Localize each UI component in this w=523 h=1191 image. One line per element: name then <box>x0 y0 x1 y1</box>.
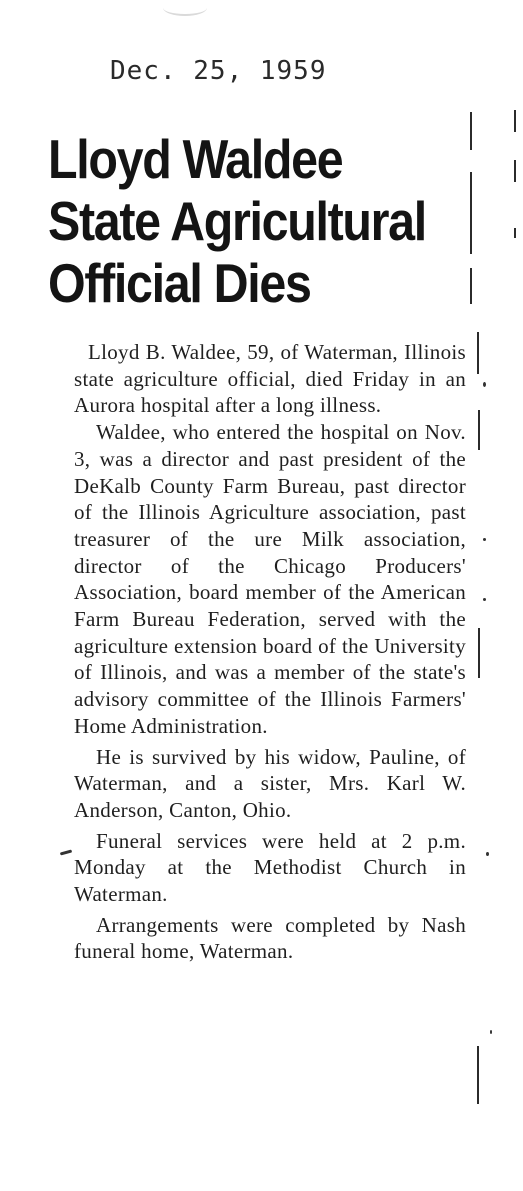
print-speck <box>483 538 486 541</box>
column-rule <box>478 628 480 678</box>
article-paragraph-5: Arrangements were completed by Nash funeral home, Waterman. <box>74 912 466 964</box>
article-paragraph-2: Waldee, who entered the hospital on Nov. 3, was a director and past president of the DeKalb County Farm Bureau, past director of the Illinois Agriculture association, past treasurer of the ure Milk association, director of the Chicago Producers' Association, board member of the American Farm Bureau Federation, served with the agriculture extension board of the University of Illinois, and was a member of the state's advisory committee of the Illinois Farmers' Home Administration. <box>74 420 466 738</box>
headline-line-3: Official Dies <box>48 252 311 314</box>
print-speck <box>60 849 72 855</box>
column-rule <box>514 228 516 238</box>
print-speck <box>490 1030 492 1034</box>
headline <box>48 128 426 314</box>
headline-line-2: State Agricultural <box>48 190 426 252</box>
column-rule <box>514 160 516 182</box>
column-rule <box>477 1046 479 1104</box>
column-rule <box>477 332 479 374</box>
article-paragraph-3: He is survived by his widow, Pauline, of Waterman, and a sister, Mrs. Karl W. Anderson, Canton, Ohio. <box>74 744 466 822</box>
clipping-date: Dec. 25, 1959 <box>110 56 327 86</box>
column-rule <box>470 268 472 304</box>
column-rule <box>470 172 472 254</box>
print-speck <box>483 598 486 601</box>
print-speck <box>483 382 486 387</box>
column-rule <box>470 112 472 150</box>
article-paragraph-1: Lloyd B. Waldee, 59, of Waterman, Illinois state agriculture official, died Friday in an Aurora hospital after a long illness. <box>74 340 466 418</box>
headline-line-1: Lloyd Waldee <box>48 128 343 190</box>
article-body <box>74 339 466 965</box>
column-rule <box>478 410 480 450</box>
article-paragraph-4: Funeral services were held at 2 p.m. Monday at the Methodist Church in Waterman. <box>74 828 466 907</box>
print-speck <box>486 852 489 856</box>
scan-artifact <box>163 0 207 16</box>
column-rule <box>514 110 516 132</box>
